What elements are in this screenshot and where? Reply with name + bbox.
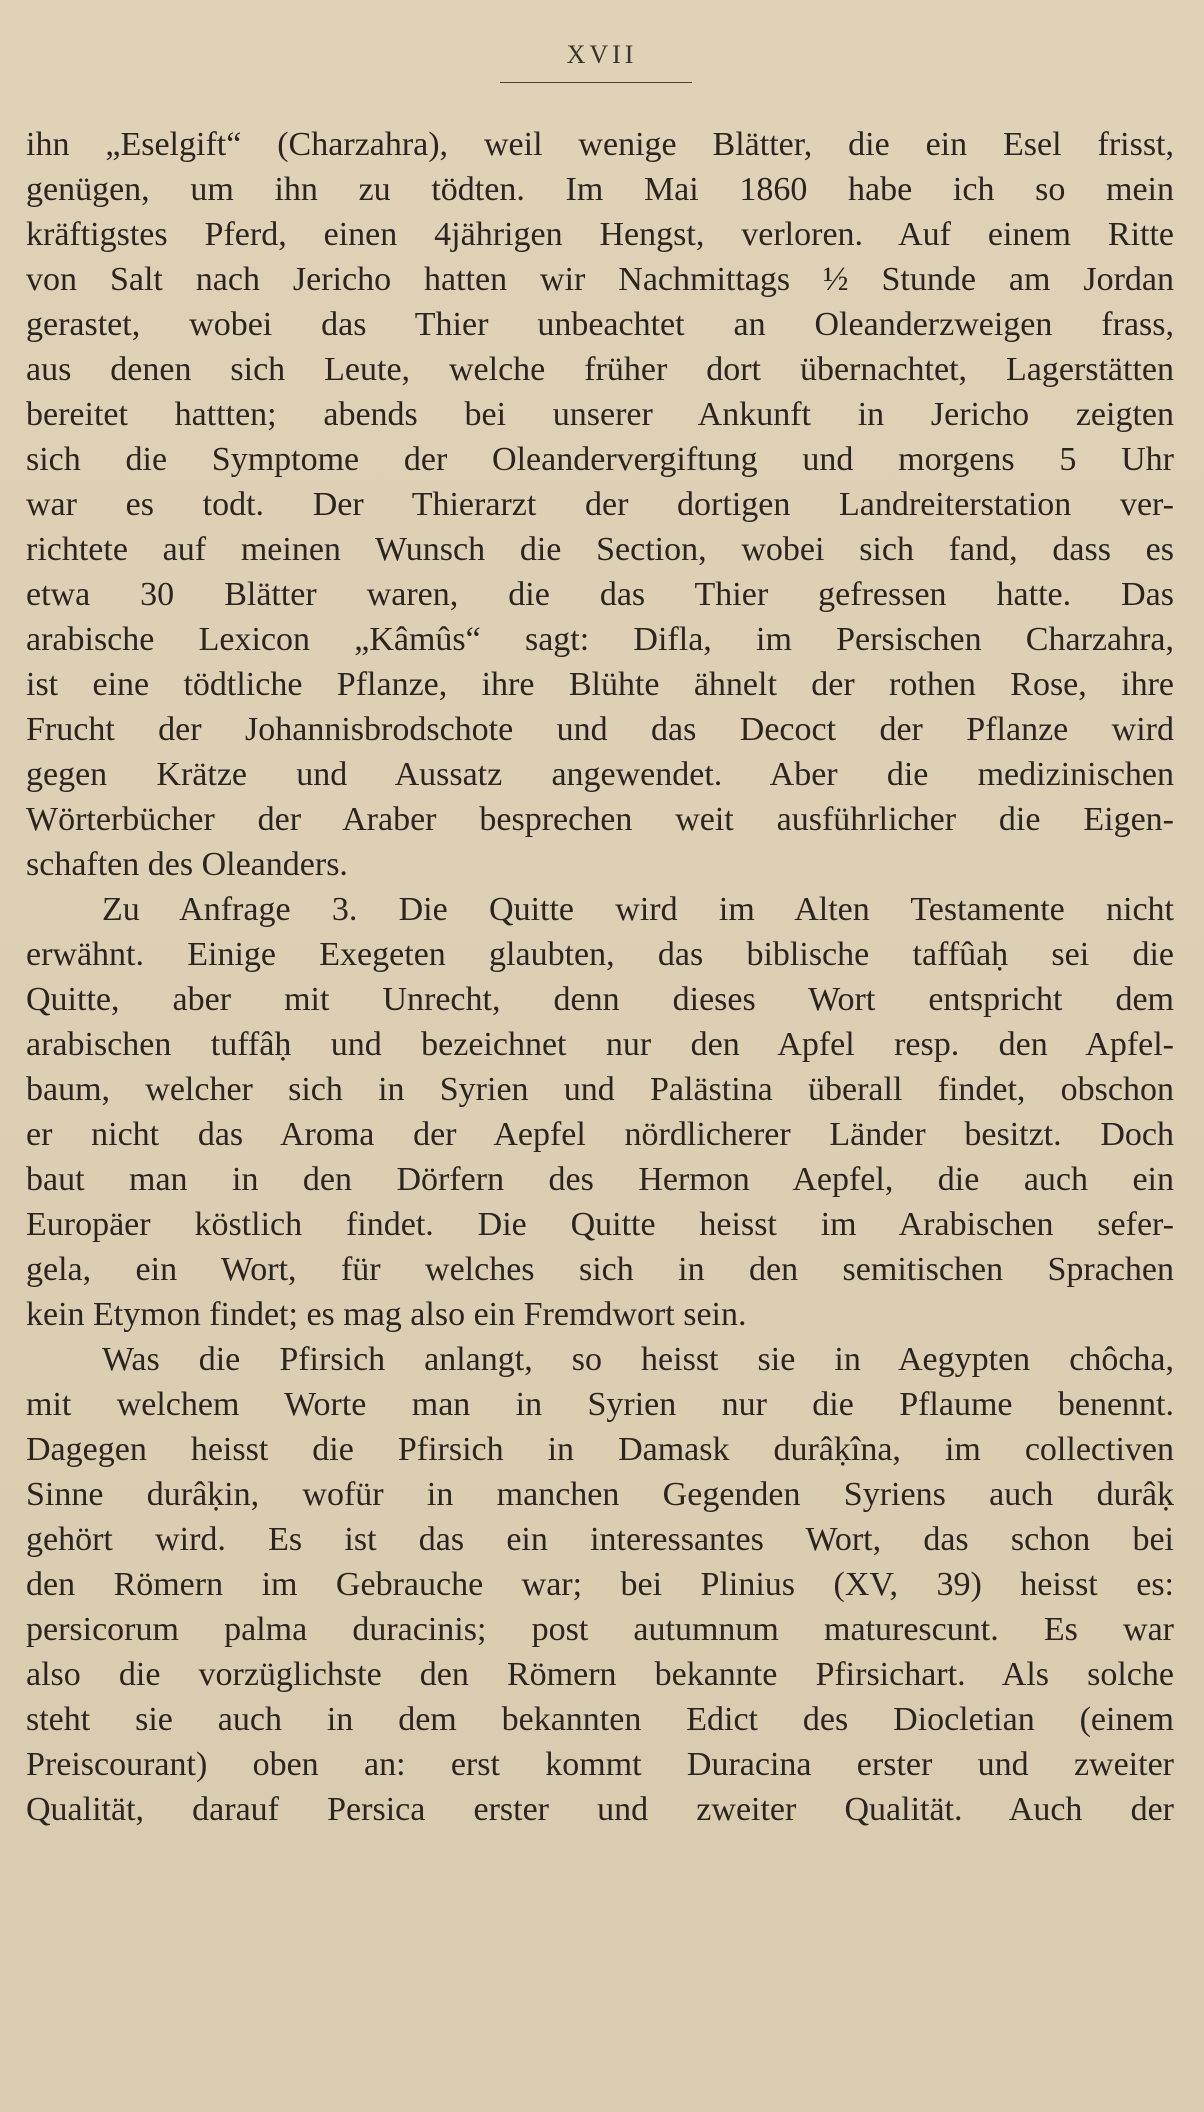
text-line: mit welchem Worte man in Syrien nur die Pflaume benennt.	[26, 1386, 1174, 1423]
text-line: erwähnt. Einige Exegeten glaubten, das biblische taffûaḥ sei die	[26, 936, 1174, 973]
text-line: Europäer köstlich findet. Die Quitte heisst im Arabischen sefer-	[26, 1206, 1174, 1243]
header-rule	[500, 82, 692, 83]
text-line: Frucht der Johannisbrodschote und das Decoct der Pflanze wird	[26, 711, 1174, 748]
text-line: etwa 30 Blätter waren, die das Thier gefressen hatte. Das	[26, 576, 1174, 613]
text-line: Dagegen heisst die Pfirsich in Damask durâḳîna, im collectiven	[26, 1431, 1174, 1468]
text-line: er nicht das Aroma der Aepfel nördlicherer Länder besitzt. Doch	[26, 1116, 1174, 1153]
text-line: ihn „Eselgift“ (Charzahra), weil wenige Blätter, die ein Esel frisst,	[26, 126, 1174, 163]
text-line: sich die Symptome der Oleandervergiftung und morgens 5 Uhr	[26, 441, 1174, 478]
text-line: den Römern im Gebrauche war; bei Plinius (XV, 39) heisst es:	[26, 1566, 1174, 1603]
page-header	[0, 40, 1204, 70]
text-line: also die vorzüglichste den Römern bekannte Pfirsichart. Als solche	[26, 1656, 1174, 1693]
text-line: von Salt nach Jericho hatten wir Nachmittags ½ Stunde am Jordan	[26, 261, 1174, 298]
text-line: gela, ein Wort, für welches sich in den semitischen Sprachen	[26, 1251, 1174, 1288]
text-line: Was die Pfirsich anlangt, so heisst sie in Aegypten chôcha,	[102, 1341, 1174, 1378]
text-line: richtete auf meinen Wunsch die Section, wobei sich fand, dass es	[26, 531, 1174, 568]
text-line: Zu Anfrage 3. Die Quitte wird im Alten Testamente nicht	[102, 891, 1174, 928]
body-text	[26, 122, 1174, 1832]
text-line: Wörterbücher der Araber besprechen weit ausführlicher die Eigen-	[26, 801, 1174, 838]
text-line: ist eine tödtliche Pflanze, ihre Blühte ähnelt der rothen Rose, ihre	[26, 666, 1174, 703]
text-line: Sinne durâḳin, wofür in manchen Gegenden Syriens auch durâḳ	[26, 1476, 1174, 1513]
text-line: baum, welcher sich in Syrien und Palästina überall findet, obschon	[26, 1071, 1174, 1108]
text-line: kein Etymon findet; es mag also ein Fremdwort sein.	[26, 1296, 747, 1333]
text-line: arabischen tuffâḥ und bezeichnet nur den Apfel resp. den Apfel-	[26, 1026, 1174, 1063]
text-line: schaften des Oleanders.	[26, 846, 348, 883]
text-line: aus denen sich Leute, welche früher dort übernachtet, Lagerstätten	[26, 351, 1174, 388]
text-line: gehört wird. Es ist das ein interessantes Wort, das schon bei	[26, 1521, 1174, 1558]
text-line: Preiscourant) oben an: erst kommt Duracina erster und zweiter	[26, 1746, 1174, 1783]
text-line: kräftigstes Pferd, einen 4jährigen Hengst, verloren. Auf einem Ritte	[26, 216, 1174, 253]
text-line: persicorum palma duracinis; post autumnum maturescunt. Es war	[26, 1611, 1174, 1648]
text-line: gegen Krätze und Aussatz angewendet. Aber die medizinischen	[26, 756, 1174, 793]
text-line: gerastet, wobei das Thier unbeachtet an Oleanderzweigen frass,	[26, 306, 1174, 343]
text-line: bereitet hattten; abends bei unserer Ankunft in Jericho zeigten	[26, 396, 1174, 433]
text-line: Quitte, aber mit Unrecht, denn dieses Wort entspricht dem	[26, 981, 1174, 1018]
text-line: arabische Lexicon „Kâmûs“ sagt: Difla, im Persischen Charzahra,	[26, 621, 1174, 658]
text-line: war es todt. Der Thierarzt der dortigen Landreiterstation ver-	[26, 486, 1174, 523]
page-number: XVII	[566, 40, 638, 69]
text-line: genügen, um ihn zu tödten. Im Mai 1860 habe ich so mein	[26, 171, 1174, 208]
text-line: Qualität, darauf Persica erster und zweiter Qualität. Auch der	[26, 1791, 1174, 1828]
text-line: baut man in den Dörfern des Hermon Aepfel, die auch ein	[26, 1161, 1174, 1198]
text-line: steht sie auch in dem bekannten Edict des Diocletian (einem	[26, 1701, 1174, 1738]
